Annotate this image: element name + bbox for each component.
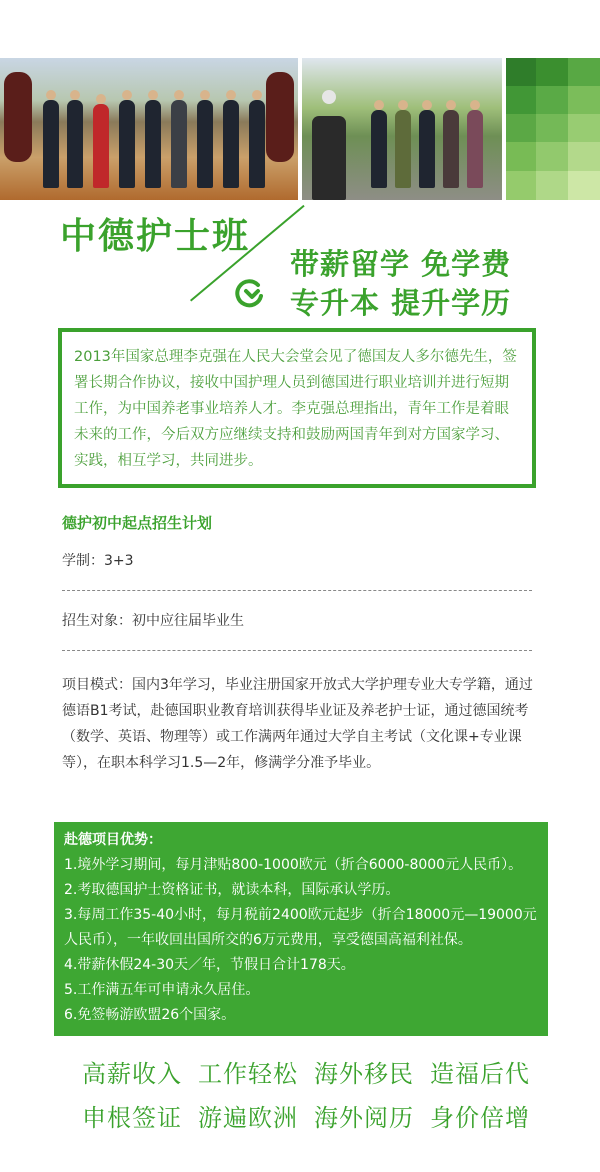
dashed-divider <box>62 650 532 651</box>
person-figure <box>119 100 135 188</box>
person-head <box>226 90 236 100</box>
advantage-item: 5.工作满五年可申请永久居住。 <box>64 982 260 998</box>
advantage-item: 6.免签畅游欧盟26个国家。 <box>64 1007 236 1023</box>
person-figure <box>171 100 187 188</box>
person-figure <box>43 100 59 188</box>
person-figure <box>443 110 459 188</box>
person-head <box>374 100 384 110</box>
dashed-divider <box>62 590 532 591</box>
benefit-item: 身价倍增 <box>430 1104 530 1132</box>
person-figure <box>223 100 239 188</box>
advantages-title: 赴德项目优势： <box>64 832 162 848</box>
benefit-item: 高薪收入 <box>82 1060 182 1088</box>
advantage-item: 2.考取德国护士资格证书，就读本科，国际承认学历。 <box>64 882 400 898</box>
advantage-item: 4.带薪休假24-30天／年，节假日合计178天。 <box>64 957 355 973</box>
person-figure <box>419 110 435 188</box>
person-head <box>46 90 56 100</box>
advantage-item: 3.每周工作35-40小时，每月税前2400欧元起步（折合18000元—19000元人民币），一年收回出国所交的6万元费用，享受德国高福利社保。 <box>64 907 537 948</box>
person-head <box>200 90 210 100</box>
person-figure <box>371 110 387 188</box>
students-outdoor-photo <box>302 58 502 200</box>
duration-text: 学制：3+3 <box>62 553 134 569</box>
person-head <box>174 90 184 100</box>
group-photo-delegation <box>0 58 298 200</box>
person-head <box>446 100 456 110</box>
vase-decoration <box>266 72 294 162</box>
target-text: 招生对象：初中应往届毕业生 <box>62 613 244 629</box>
benefit-item: 游遍欧洲 <box>198 1104 298 1132</box>
benefit-item: 工作轻松 <box>198 1060 298 1088</box>
plan-heading: 德护初中起点招生计划 <box>62 514 213 532</box>
person-head <box>252 90 262 100</box>
person-head <box>470 100 480 110</box>
benefits-row-1 <box>82 1054 546 1089</box>
intro-paragraph: 2013年国家总理李克强在人民大会堂会见了德国友人多尔德先生，签署长期合作协议，接收中国护理人员到德国进行职业培训并进行短期工作，为中国养老事业培养人才。李克强总理指出，青年工作是着眼未来的工作，今后双方应继续支持和鼓励两国青年到对方国家学习、实践，相互学习，共同进步。 <box>58 328 536 488</box>
advantages-box <box>54 822 548 1036</box>
benefit-item: 海外阅历 <box>314 1104 414 1132</box>
person-head <box>122 90 132 100</box>
refresh-arrow-icon <box>232 276 266 310</box>
person-head <box>96 94 106 104</box>
benefit-item: 申根签证 <box>82 1104 182 1132</box>
slogan-line-2: 专升本 提升学历 <box>290 286 512 320</box>
person-figure <box>67 100 83 188</box>
person-figure <box>145 100 161 188</box>
project-mode-text: 项目模式：国内3年学习，毕业注册国家开放式大学护理专业大专学籍，通过德语B1考试，赴德国职业教育培训获得毕业证及养老护士证，通过德国统考（数学、英语、物理等）或工作满两年通过大学自主考试（文化课+专业课等），在职本科学习1.5—2年，修满学分准予毕业。 <box>62 677 533 771</box>
person-figure <box>197 100 213 188</box>
page-title: 中德护士班 <box>60 216 251 257</box>
person-head <box>148 90 158 100</box>
person-figure <box>249 100 265 188</box>
person-head <box>322 90 336 104</box>
benefit-item: 造福后代 <box>430 1060 530 1088</box>
advantage-item: 1.境外学习期间，每月津贴800-1000欧元（折合6000-8000元人民币）。 <box>64 857 523 873</box>
slogan-line-1: 带薪留学 免学费 <box>290 247 512 281</box>
benefits-row-2 <box>82 1098 546 1133</box>
vase-decoration <box>4 72 32 162</box>
person-figure <box>312 116 346 200</box>
person-head <box>70 90 80 100</box>
person-head <box>398 100 408 110</box>
person-figure <box>93 104 109 188</box>
person-figure <box>467 110 483 188</box>
person-head <box>422 100 432 110</box>
person-figure <box>395 110 411 188</box>
benefit-item: 海外移民 <box>314 1060 414 1088</box>
